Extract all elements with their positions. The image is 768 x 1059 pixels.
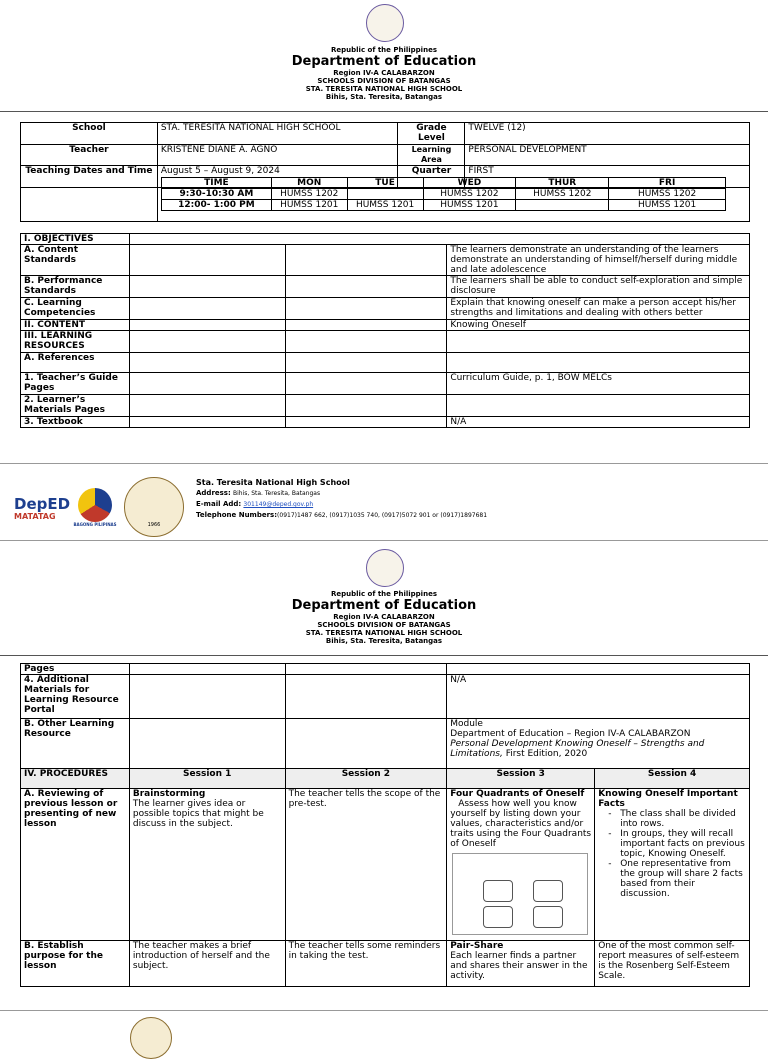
department-title: Department of Education bbox=[291, 598, 477, 613]
session-1-heading: Session 1 bbox=[129, 769, 285, 789]
objectives-heading: I. OBJECTIVES bbox=[21, 234, 130, 245]
session-2-heading: Session 2 bbox=[285, 769, 447, 789]
bagong-pilipinas-text: BAGONG PILIPINAS bbox=[73, 522, 117, 527]
sched-cell bbox=[516, 200, 609, 211]
brainstorming-title: Brainstorming bbox=[132, 789, 206, 799]
self-esteem-text: One of the most common self-report measures of self-esteem is the Rosenberg Self-Esteem Scale. bbox=[595, 941, 750, 987]
competencies-text: Explain that knowing oneself can make a person accept his/her strengths and limitations and dealing with others better bbox=[447, 298, 750, 320]
sched-cell: HUMSS 1201 bbox=[271, 200, 347, 211]
sched-head-tue: TUE bbox=[347, 178, 423, 189]
pages-label: Pages bbox=[21, 664, 130, 675]
teacher-guide-text: Curriculum Guide, p. 1, BOW MELCs bbox=[447, 373, 750, 395]
additional-materials-label: 4. Additional Materials for Learning Resource Portal bbox=[21, 675, 130, 719]
quarter-label: Quarter bbox=[398, 166, 465, 188]
quadrant-figure bbox=[452, 853, 588, 935]
textbook-text: N/A bbox=[447, 417, 750, 428]
four-quadrants-text: Assess how well you know yourself by listing down your values, characteristics and/or traits using the Four Quadrants of Oneself bbox=[450, 799, 592, 849]
performance-standards-label: B. Performance Standards bbox=[21, 276, 130, 298]
pair-share-title: Pair-Share bbox=[450, 941, 504, 951]
textbook-label: 3. Textbook bbox=[21, 417, 130, 428]
telephone-label: Telephone Numbers: bbox=[196, 511, 278, 519]
sched-head-thur: THUR bbox=[516, 178, 609, 189]
teacher-guide-label: 1. Teacher’s Guide Pages bbox=[21, 373, 130, 395]
telephone-value: (0917)1487 662, (0917)1035 740, (0917)5072 901 or (0917)1897681 bbox=[277, 512, 488, 519]
list-item: - In groups, they will recall important facts on previous topic, Knowing Oneself. bbox=[620, 829, 746, 859]
list-item: - One representative from the group will share 2 facts based from their discussion. bbox=[620, 859, 746, 899]
school-text: STA. TERESITA NATIONAL HIGH SCHOOL bbox=[305, 629, 463, 637]
department-title: Department of Education bbox=[291, 54, 477, 69]
resources-heading: III. LEARNING RESOURCES bbox=[21, 331, 130, 353]
reminders-text: The teacher tells some reminders in taking the test. bbox=[285, 941, 447, 987]
region-text: Region IV-A CALABARZON bbox=[333, 69, 435, 77]
sched-head-fri: FRI bbox=[609, 178, 726, 189]
references-label: A. References bbox=[21, 353, 130, 373]
sched-cell: 12:00- 1:00 PM bbox=[162, 200, 272, 211]
bagong-pilipinas-logo bbox=[70, 488, 120, 527]
sched-cell: HUMSS 1201 bbox=[609, 200, 726, 211]
school-seal bbox=[124, 477, 184, 537]
quarter-value: FIRST bbox=[465, 166, 750, 188]
sched-cell: HUMSS 1202 bbox=[516, 189, 609, 200]
table-row bbox=[162, 189, 726, 200]
brainstorming-text: The learner gives idea or possible topics that might be discuss in the subject. bbox=[132, 799, 264, 829]
sched-head-time: TIME bbox=[162, 178, 272, 189]
area-label: Learning Area bbox=[398, 145, 465, 166]
sched-cell: 9:30-10:30 AM bbox=[162, 189, 272, 200]
content-standards-label: A. Content Standards bbox=[21, 245, 130, 276]
school-value: STA. TERESITA NATIONAL HIGH SCHOOL bbox=[157, 123, 398, 145]
procedures-heading: IV. PROCEDURES bbox=[21, 769, 130, 789]
additional-materials-text: N/A bbox=[447, 675, 750, 719]
address-label: Address: bbox=[196, 489, 231, 497]
email-label: E-mail Add: bbox=[196, 500, 242, 508]
list-item: - The class shall be divided into rows. bbox=[620, 809, 746, 829]
bagong-pilipinas-seal bbox=[78, 488, 112, 522]
competencies-label: C. Learning Competencies bbox=[21, 298, 130, 320]
knowing-oneself-title: Knowing Oneself Important Facts bbox=[598, 789, 738, 809]
deped-wordmark: DepED bbox=[14, 495, 71, 513]
grade-label: Grade Level bbox=[398, 123, 465, 145]
email-link[interactable]: 301149@deped.gov.ph bbox=[243, 501, 314, 508]
republic-text: Republic of the Philippines bbox=[331, 46, 437, 54]
sched-cell: HUMSS 1201 bbox=[423, 200, 516, 211]
content-heading: II. CONTENT bbox=[21, 320, 130, 331]
grade-value: TWELVE (12) bbox=[465, 123, 750, 145]
area-value: PERSONAL DEVELOPMENT bbox=[465, 145, 750, 166]
other-resource-line: Department of Education – Region IV-A CALABARZON bbox=[450, 729, 691, 739]
school-label: School bbox=[21, 123, 158, 145]
sched-cell: HUMSS 1202 bbox=[609, 189, 726, 200]
pair-share-text: Each learner finds a partner and shares their answer in the activity. bbox=[450, 951, 588, 981]
sched-head-mon: MON bbox=[271, 178, 347, 189]
division-text: SCHOOLS DIVISION OF BATANGAS bbox=[317, 621, 451, 629]
dates-label: Teaching Dates and Time bbox=[21, 166, 158, 188]
sched-head-wed: WED bbox=[423, 178, 516, 189]
four-quadrants-title: Four Quadrants of Oneself bbox=[450, 789, 585, 799]
objectives-table bbox=[20, 233, 750, 428]
school-text: STA. TERESITA NATIONAL HIGH SCHOOL bbox=[305, 85, 463, 93]
school-contact bbox=[196, 477, 487, 521]
other-resource-text bbox=[447, 719, 750, 769]
facts-list bbox=[598, 809, 746, 899]
region-text: Region IV-A CALABARZON bbox=[333, 613, 435, 621]
deped-seal bbox=[366, 4, 404, 42]
address-value: Bihis, Sta. Teresita, Batangas bbox=[233, 490, 321, 497]
session-3-heading: Session 3 bbox=[447, 769, 595, 789]
teacher-value: KRISTENE DIANE A. AGNO bbox=[157, 145, 398, 166]
other-resource-title: Personal Development Knowing Oneself – Strengths and Limitations, bbox=[450, 739, 705, 759]
teacher-label: Teacher bbox=[21, 145, 158, 166]
address-text: Bihis, Sta. Teresita, Batangas bbox=[325, 93, 443, 101]
matatag-wordmark: MATATAG bbox=[14, 512, 56, 521]
school-seal bbox=[130, 1017, 172, 1059]
sched-cell: HUMSS 1202 bbox=[271, 189, 347, 200]
content-text: Knowing Oneself bbox=[447, 320, 750, 331]
dates-value: August 5 – August 9, 2024 bbox=[157, 166, 398, 188]
other-resource-edition: First Edition, 2020 bbox=[502, 749, 588, 759]
establish-purpose-label: B. Establish purpose for the lesson bbox=[21, 941, 130, 987]
table-row bbox=[162, 200, 726, 211]
sched-cell: HUMSS 1202 bbox=[423, 189, 516, 200]
performance-standards-text: The learners shall be able to conduct self-exploration and simple disclosure bbox=[447, 276, 750, 298]
other-resource-line: Module bbox=[450, 719, 483, 729]
address-text: Bihis, Sta. Teresita, Batangas bbox=[325, 637, 443, 645]
deped-seal bbox=[366, 549, 404, 587]
reviewing-label: A. Reviewing of previous lesson or presenting of new lesson bbox=[21, 789, 130, 941]
other-resource-label: B. Other Learning Resource bbox=[21, 719, 130, 769]
republic-text: Republic of the Philippines bbox=[331, 590, 437, 598]
sched-cell bbox=[347, 189, 423, 200]
procedures-table bbox=[20, 663, 750, 987]
content-standards-text: The learners demonstrate an understanding of the learners demonstrate an understanding of himself/herself during middle and late adolescence bbox=[447, 245, 750, 276]
session-4-heading: Session 4 bbox=[595, 769, 750, 789]
learner-materials-label: 2. Learner’s Materials Pages bbox=[21, 395, 130, 417]
introduction-text: The teacher makes a brief introduction of herself and the subject. bbox=[129, 941, 285, 987]
pretest-scope-text: The teacher tells the scope of the pre-test. bbox=[285, 789, 447, 941]
sched-cell: HUMSS 1201 bbox=[347, 200, 423, 211]
schedule-table bbox=[161, 177, 726, 211]
footer-school-name: Sta. Teresita National High School bbox=[196, 478, 350, 487]
school-seal-year: 1966 bbox=[147, 522, 161, 528]
deped-logo bbox=[14, 495, 71, 521]
division-text: SCHOOLS DIVISION OF BATANGAS bbox=[317, 77, 451, 85]
